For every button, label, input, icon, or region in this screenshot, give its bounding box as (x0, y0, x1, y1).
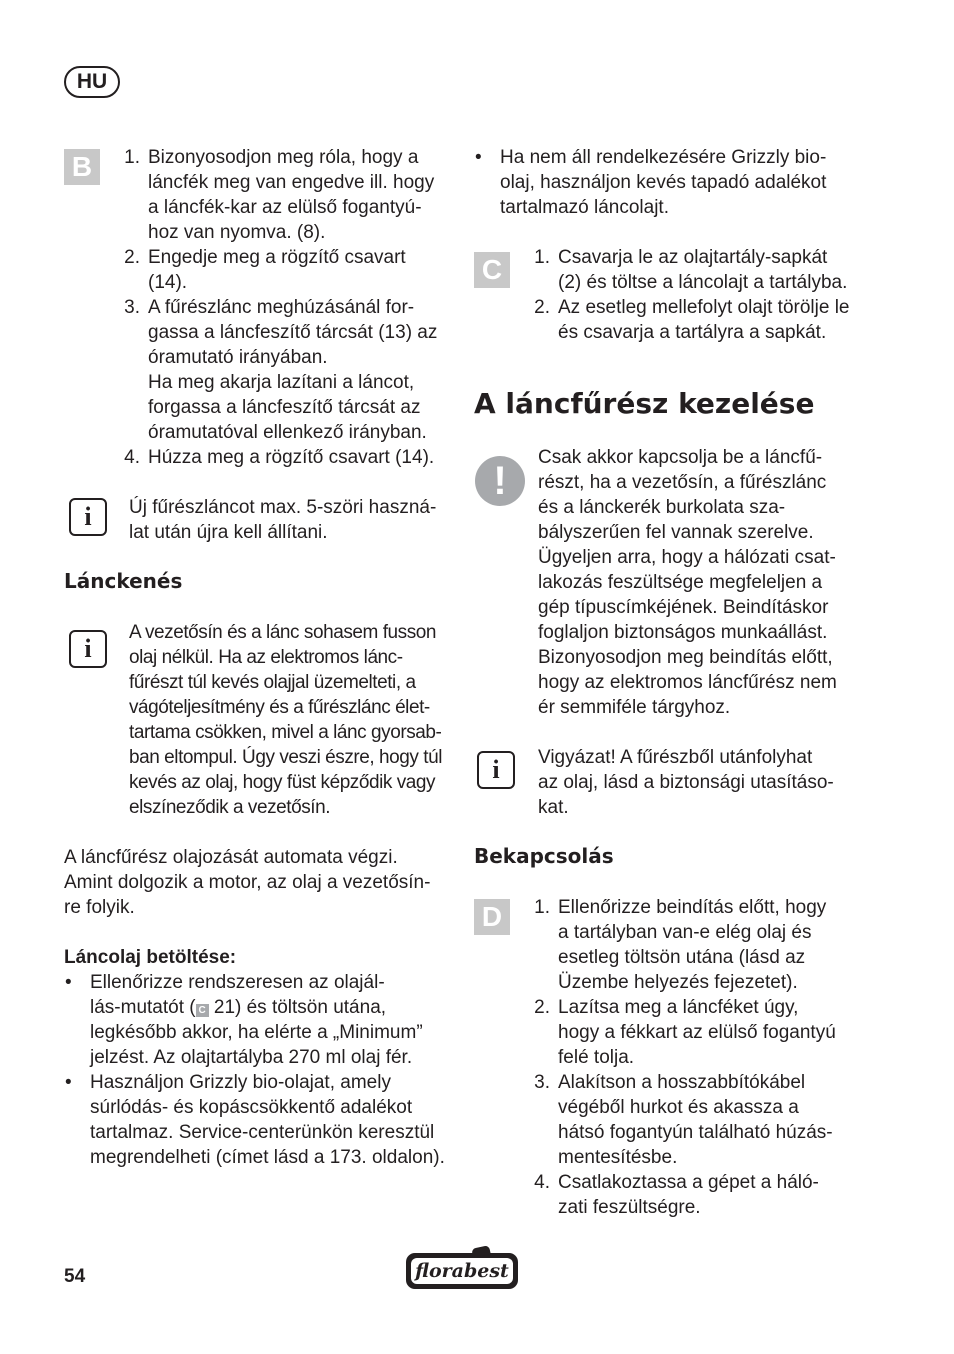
text-line: bályszerűen fel vannak szerelve. (538, 522, 814, 543)
list-item (65, 1070, 470, 1170)
text-line: Ha nem áll rendelkezésére Grizzly bio- (500, 147, 827, 168)
step-line: Csatlakoztassa a gépet a háló- (558, 1172, 819, 1193)
step-line: A fűrészlánc meghúzásánál for- (148, 297, 415, 318)
step-line: végéből hurkot és akassza a (558, 1097, 799, 1118)
step-number: 3. (124, 297, 140, 318)
text-line: lat után újra kell állítani. (129, 522, 328, 543)
section-heading-lubrication: Lánckenés (64, 569, 183, 593)
step-line: óramutatóval ellenkező irányban. (148, 422, 427, 443)
step-line: a láncfék-kar az elülső fogantyú- (148, 197, 422, 218)
info-icon: i (477, 751, 515, 789)
page-number: 54 (64, 1266, 86, 1287)
text-line: Vigyázat! A fűrészből utánfolyhat (538, 747, 813, 768)
list-item (534, 895, 878, 995)
text-line (90, 995, 470, 1020)
text-line: Csak akkor kapcsolja be a láncfű- (538, 447, 823, 468)
list-item (124, 295, 458, 445)
text-line: hogy az elektromos láncfűrész nem (538, 672, 837, 693)
step-line: hogy a fékkart az elülső fogantyú (558, 1022, 836, 1043)
text-line: legkésőbb akkor, ha elérte a „Minimum” (90, 1022, 423, 1043)
step-line: mentesítésbe. (558, 1147, 678, 1168)
list-item (65, 970, 470, 1070)
step-line: a tartályban van-e elég olaj és (558, 922, 812, 943)
list-item (534, 295, 878, 345)
step-line: Ha meg akarja lazítani a láncot, (148, 372, 415, 393)
text-line: részt, ha a vezetősín, a fűrészlánc (538, 472, 827, 493)
text-line: az olaj, lásd a biztonsági utasításo- (538, 772, 834, 793)
step-line: zati feszültségre. (558, 1197, 701, 1218)
info-note-oil-leak (538, 745, 868, 820)
text-line: súrlódás- és kopáscsökkentő adalékot (90, 1097, 413, 1118)
info-icon: i (69, 498, 107, 536)
warning-icon: ! (475, 456, 525, 506)
step-line: Húzza meg a rögzítő csavart (14). (148, 447, 435, 468)
list-item (534, 245, 878, 295)
step-line: (14). (148, 272, 188, 293)
text-line: megrendelheti (címet lásd a 173. oldalon). (90, 1147, 445, 1168)
step-line: esetleg töltsön utána (lásd az (558, 947, 806, 968)
text-line: olaj nélkül. Ha az elektromos lánc- (129, 647, 403, 668)
steps-c-list (534, 245, 878, 345)
text-line: re folyik. (64, 897, 135, 918)
oil-alternative-list (475, 145, 880, 220)
step-number: 1. (124, 147, 140, 168)
step-line: gassa a láncfeszítő tárcsát (13) az (148, 322, 438, 343)
text-line: lakozás feszültsége megfeleljen a (538, 572, 823, 593)
step-number: 3. (534, 1072, 550, 1093)
text-line: Bizonyosodjon meg beindítás előtt, (538, 647, 833, 668)
text-fragment: 21) és töltsön utána, (208, 997, 387, 1018)
step-number: 2. (534, 297, 550, 318)
text-line: Ellenőrizze rendszeresen az olajál- (90, 972, 385, 993)
info-note-chain-reset (129, 495, 459, 545)
text-line: jelzést. Az olajtartályba 270 ml olaj fér. (90, 1047, 413, 1068)
step-number: 4. (124, 447, 140, 468)
step-number: 2. (534, 997, 550, 1018)
text-line: Amint dolgozik a motor, az olaj a vezetősín- (64, 872, 431, 893)
list-item (124, 245, 458, 295)
step-number: 4. (534, 1172, 550, 1193)
text-line: foglaljon biztonságos munkaállást. (538, 622, 828, 643)
list-item (124, 145, 458, 245)
text-line: olaj, használjon kevés tapadó adalékot (500, 172, 827, 193)
bullet: • (65, 972, 72, 993)
steps-d-list (534, 895, 878, 1220)
step-number: 1. (534, 897, 550, 918)
info-icon: i (69, 630, 107, 668)
list-item (534, 995, 878, 1070)
text-line: Új fűrészláncot max. 5-szöri haszná- (129, 497, 437, 518)
auto-oiling-paragraph (64, 845, 464, 920)
list-item (534, 1170, 878, 1220)
text-line: kat. (538, 797, 569, 818)
step-line: óramutató irányában. (148, 347, 328, 368)
step-number: 1. (534, 247, 550, 268)
list-item (475, 145, 880, 220)
text-line: ban eltompul. Úgy veszi észre, hogy túl (129, 747, 443, 768)
step-line: Bizonyosodjon meg róla, hogy a (148, 147, 419, 168)
text-line: fűrészt túl kevés olajjal üzemelteti, a (129, 672, 416, 693)
text-line: tartama csökken, mivel a lánc gyorsab- (129, 722, 442, 743)
step-line: forgassa a láncfeszítő tárcsát az (148, 397, 421, 418)
text-line: és a lánckerék burkolata sza- (538, 497, 786, 518)
logo-text: florabest (411, 1258, 513, 1284)
florabest-logo (406, 1253, 518, 1289)
text-line: A vezetősín és a lánc sohasem fusson (129, 622, 436, 643)
step-line: felé tolja. (558, 1047, 635, 1068)
step-line: Üzembe helyezés fejezetet). (558, 972, 798, 993)
step-line: (2) és töltse a láncolajt a tartályba. (558, 272, 848, 293)
steps-b-list (124, 145, 458, 470)
text-line: elszíneződik a vezetősín. (129, 797, 331, 818)
section-heading-operation: A láncfűrész kezelése (474, 387, 815, 420)
oil-fill-list (65, 970, 470, 1170)
text-line: gép típuscímkéjének. Beindításkor (538, 597, 829, 618)
text-line: A láncfűrész olajozását automata végzi. (64, 847, 398, 868)
text-line: tartalmazó láncolajt. (500, 197, 669, 218)
text-line: kevés az olaj, hogy füst képződik vagy (129, 772, 436, 793)
step-line: hoz van nyomva. (8). (148, 222, 326, 243)
step-line: és csavarja a tartályra a sapkát. (558, 322, 827, 343)
text-line: ér semmiféle tárgyhoz. (538, 697, 731, 718)
figure-ref-icon: C (196, 1004, 209, 1017)
step-line: Az esetleg mellefolyt olajt törölje le (558, 297, 850, 318)
step-line: Ellenőrizze beindítás előtt, hogy (558, 897, 827, 918)
step-line: Lazítsa meg a láncféket úgy, (558, 997, 799, 1018)
step-line: Csavarja le az olajtartály-sapkát (558, 247, 828, 268)
text-line: Ügyeljen arra, hogy a hálózati csat- (538, 547, 836, 568)
list-item (534, 1070, 878, 1170)
text-line: tartalmaz. Service-centerünkön keresztül (90, 1122, 435, 1143)
leaf-icon (471, 1245, 490, 1258)
list-item (124, 445, 458, 470)
bullet: • (65, 1072, 72, 1093)
section-heading-switch-on: Bekapcsolás (474, 844, 614, 868)
info-note-oil (129, 620, 459, 820)
bullet: • (475, 147, 482, 168)
step-line: Engedje meg a rögzítő csavart (148, 247, 406, 268)
oil-fill-label: Láncolaj betöltése: (64, 947, 237, 968)
language-badge: HU (64, 66, 120, 98)
text-line: Használjon Grizzly bio-olajat, amely (90, 1072, 391, 1093)
step-line: Alakítson a hosszabbítókábel (558, 1072, 806, 1093)
step-line: láncfék meg van engedve ill. hogy (148, 172, 435, 193)
figure-c-badge: C (474, 252, 510, 288)
text-fragment: lás-mutatót ( (90, 997, 196, 1018)
step-line: hátsó fogantyún található húzás- (558, 1122, 833, 1143)
text-line: vágóteljesítmény és a fűrészlánc élet- (129, 697, 430, 718)
step-number: 2. (124, 247, 140, 268)
figure-b-badge: B (64, 149, 100, 185)
warning-note (538, 445, 868, 720)
figure-d-badge: D (474, 899, 510, 935)
